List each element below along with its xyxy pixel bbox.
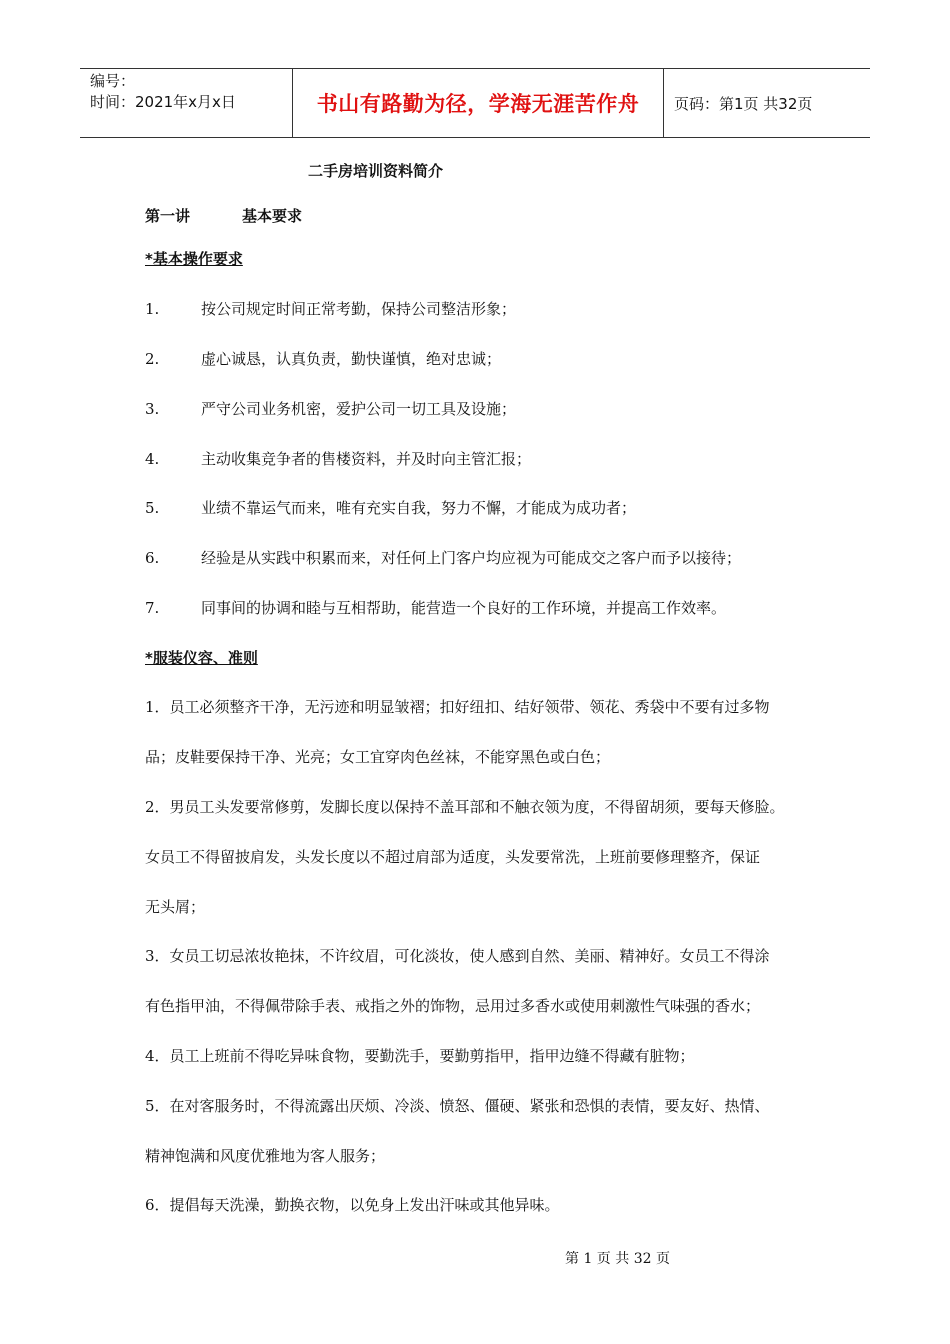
page-header [80,68,870,138]
paragraph-line: 品；皮鞋要保持干净、光亮；女工宜穿肉色丝袜，不能穿黑色或白色； [145,748,611,766]
header-meta [80,69,293,137]
list-item [145,298,516,319]
page-footer: 第 1 页 共 32 页 [565,1251,670,1267]
item-text: 同事间的协调和睦与互相帮助，能营造一个良好的工作环境，并提高工作效率。 [201,599,727,617]
list-item [145,547,741,568]
paragraph-line: 4．员工上班前不得吃异味食物，要勤洗手，要勤剪指甲，指甲边缝不得藏有脏物； [145,1047,695,1065]
paragraph-line: 有色指甲油，不得佩带除手表、戒指之外的饰物，忌用过多香水或使用刺激性气味强的香水； [145,997,761,1015]
item-text: 虚心诚恳，认真负责，勤快谨慎，绝对忠诚； [201,350,502,368]
section-heading-operations: *基本操作要求 [145,250,243,268]
section-heading-dress-code: *服装仪容、准则 [145,649,258,667]
paragraph-line: 6．提倡每天洗澡，勤换衣物，以免身上发出汗味或其他异味。 [145,1196,560,1214]
item-number: 1. [145,300,160,318]
item-number: 2. [145,350,160,368]
lecture-name: 基本要求 [242,207,303,225]
paragraph-line: 3．女员工切忌浓妆艳抹，不许纹眉，可化淡妆，使人感到自然、美丽、精神好。女员工不得涂 [145,947,770,965]
item-number: 4. [145,450,160,468]
list-item [145,448,531,469]
item-text: 按公司规定时间正常考勤，保持公司整洁形象； [201,300,517,318]
list-item [145,597,726,618]
item-text: 主动收集竞争者的售楼资料，并及时向主管汇报； [201,450,532,468]
item-text: 严守公司业务机密，爱护公司一切工具及设施； [201,400,517,418]
paragraph-line: 5．在对客服务时，不得流露出厌烦、冷淡、愤怒、僵硬、紧张和恐惧的表情，要友好、热情、 [145,1097,770,1115]
lecture-heading [145,205,302,226]
document-title: 二手房培训资料简介 [308,162,444,180]
item-number: 6. [145,549,160,567]
paragraph-line: 1．员工必须整齐干净，无污迹和明显皱褶；扣好纽扣、结好领带、领花、秀袋中不要有过多物 [145,698,770,716]
paragraph-line: 精神饱满和风度优雅地为客人服务； [145,1147,386,1165]
item-number: 3. [145,400,160,418]
paragraph-line: 无头屑； [145,898,206,916]
item-text: 经验是从实践中积累而来，对任何上门客户均应视为可能成交之客户而予以接待； [201,549,742,567]
header-motto: 书山有路勤为径，学海无涯苦作舟 [293,69,664,137]
paragraph-line: 2．男员工头发要常修剪，发脚长度以保持不盖耳部和不触衣领为度，不得留胡须，要每天修脸。 [145,798,785,816]
list-item [145,348,501,369]
paragraph-line: 女员工不得留披肩发，头发长度以不超过肩部为适度，头发要常洗，上班前要修理整齐，保证 [145,848,761,866]
item-number: 7. [145,599,160,617]
header-page-info: 页码：第1页 共32页 [674,94,813,113]
time-label: 时间：2021年x月x日 [90,93,236,111]
list-item [145,398,516,419]
list-item [145,497,636,518]
item-text: 业绩不靠运气而来，唯有充实自我，努力不懈，才能成为成功者； [201,499,637,517]
lecture-number: 第一讲 [145,207,191,225]
code-label: 编号： [90,72,136,90]
item-number: 5. [145,499,160,517]
